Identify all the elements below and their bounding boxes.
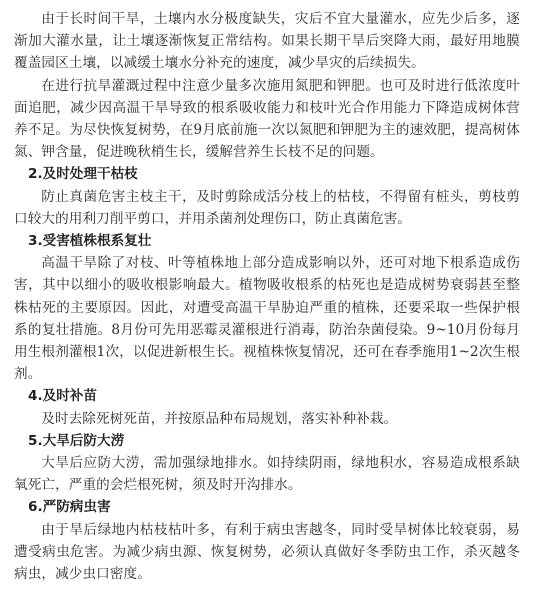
section-heading-flood-prevention: 5.大旱后防大涝 [28, 432, 125, 449]
paragraph-root-recovery: 高温干旱除了对枝、叶等植株地上部分造成影响以外，还可对地下根系造成伤害，其中以细小的吸收根影响最大。植物吸收根系的枯死也是造成树势衰弱甚至整株枯死的主要原因。因此，对遭受高温干旱胁迫严重的植株，还要采取一些保护根系的复壮措施。8月份可先用恶霉灵灌根进行消毒，防治杂菌侵染。9~10月份每月用生根剂灌根1次，以促进新根生长。视植株恢复情况，还可在春季施用1~2次生根剂。 [14, 255, 520, 383]
paragraph-fertilizing: 在进行抗旱灌溉过程中注意少量多次施用氮肥和钾肥。也可及时进行低浓度叶面追肥，减少因高温干旱导致的根系吸收能力和枝叶光合作用能力下降造成树体营养不足。为尽快恢复树势，在9月底前施一次以氮肥和钾肥为主的速效肥，提高树体氮、钾含量，促进晚秋梢生长，缓解营养生长枝不足的问题。 [14, 77, 520, 161]
section-heading-root-recovery: 3.受害植株根系复壮 [28, 233, 152, 250]
paragraph-watering: 由于长时间干旱，土壤内水分极度缺失，灾后不宜大量灌水，应先少后多，逐渐加大灌水量，让土壤逐渐恢复正常结构。如果长期干旱后突降大雨，最好用地膜覆盖园区土壤，以减缓土壤水分补充的速度，减少旱灾的后续损失。 [14, 11, 520, 72]
paragraph-flood-prevention: 大旱后应防大涝，需加强绿地排水。如持续阴雨，绿地积水，容易造成根系缺氧死亡，严重的会烂根死树，须及时开沟排水。 [14, 455, 520, 494]
section-heading-dead-branches: 2.及时处理干枯枝 [28, 166, 138, 183]
paragraph-replanting: 及时去除死树死苗，并按原品种布局规划，落实补种补栽。 [41, 410, 398, 427]
section-heading-pest-control: 6.严防病虫害 [28, 499, 111, 516]
paragraph-dead-branches: 防止真菌危害主枝主干，及时剪除成活分枝上的枯枝，不得留有桩头，剪枝剪口较大的用利刀削平剪口，并用杀菌剂处理伤口，防止真菌危害。 [14, 188, 520, 227]
section-heading-replanting: 4.及时补苗 [28, 388, 97, 405]
paragraph-pest-control: 由于旱后绿地内枯枝枯叶多，有利于病虫害越冬，同时受旱树体比较衰弱，易遭受病虫危害。为减少病虫源、恢复树势，必须认真做好冬季防虫工作，杀灭越冬病虫，减少虫口密度。 [14, 521, 520, 583]
